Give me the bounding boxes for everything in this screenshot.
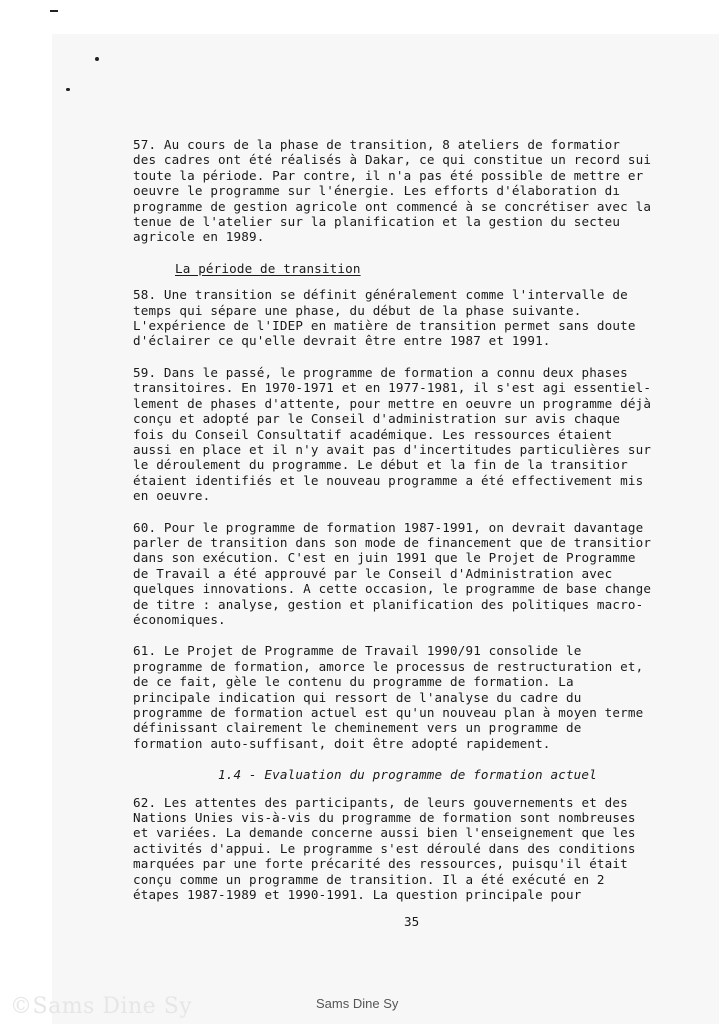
- paragraph-62: 62. Les attentes des participants, de leurs gouvernements et des Nations Unies vis-à-vis du programme de formation sont nombreuses et variées. La demande concerne aussi bien l'enseignement que les activités d'appui. Le programme s'est déroulé dans des conditions marquées par une forte précarité des ressources, puisqu'il était conçu comme un programme de transition. Il a été exécuté en 2 étapes 1987-1989 et 1990-1991. La question principale pour: [133, 794, 636, 903]
- section-heading-transition: La période de transition: [175, 260, 361, 276]
- paragraph-59: 59. Dans le passé, le programme de formation a connu deux phases transitoires. En 1970-1971 et en 1977-1981, il s'est agi essentiel- lement de phases d'attente, pour mettre en oeuvre un programme déjà conçu et adopté par le Conseil d'administration sur avis chaque fois du Conseil Consultatif académique. Les ressources étaient aussi en place et il n'y avait pas d'incertitudes particulières sur le déroulement du programme. Le début et la fin de la transitior étaient identifiés et le nouveau programme a été effectivement mis en oeuvre.: [133, 364, 652, 504]
- watermark: ©Sams Dine Sy: [10, 994, 193, 1019]
- scan-mark: [95, 57, 99, 61]
- document-body: [133, 137, 693, 918]
- page-number: 35: [404, 914, 420, 929]
- paragraph-60: 60. Pour le programme de formation 1987-1991, on devrait davantage parler de transition dans son mode de financement que de transitior dans son exécution. C'est en juin 1991 que le Projet de Programme de Travail a été approuvé par le Conseil d'Administration avec quelques innovations. A cette occasion, le programme de base change de titre : analyse, gestion et planification des politiques macro- économiques.: [133, 519, 652, 627]
- paragraph-58: 58. Une transition se définit généralement comme l'intervalle de temps qui sépare une phase, du début de la phase suivante. L'expérience de l'IDEP en matière de transition permet sans doute d'éclairer ce qu'elle devrait être entre 1987 et 1991.: [133, 287, 636, 349]
- paragraph-57: 57. Au cours de la phase de transition, 8 ateliers de formatior des cadres ont été réalisés à Dakar, ce qui constitue un record sui toute la période. Par contre, il n'a pas été possible de mettre er oeuvre le programme sur l'énergie. Les efforts d'élaboration dı programme de gestion agricole ont commencé à se concrétiser avec la tenue de l'atelier sur la planification et la gestion du secteu agricole en 1989.: [133, 137, 652, 245]
- paragraph-61: 61. Le Projet de Programme de Travail 1990/91 consolide le programme de formation, amorce le processus de restructuration et, de ce fait, gèle le contenu du programme de formation. La principale indication qui ressort de l'analyse du cadre du programme de formation actuel est qu'un nouveau plan à moyen terme définissant clairement le cheminement vers un programme de formation auto-suffisant, doit être adopté rapidement.: [133, 643, 644, 751]
- scan-mark: [50, 10, 58, 12]
- section-heading-evaluation: 1.4 - Evaluation du programme de formation actuel: [218, 767, 597, 783]
- signature-text: Sams Dine Sy: [316, 996, 399, 1011]
- scan-mark: [66, 88, 70, 91]
